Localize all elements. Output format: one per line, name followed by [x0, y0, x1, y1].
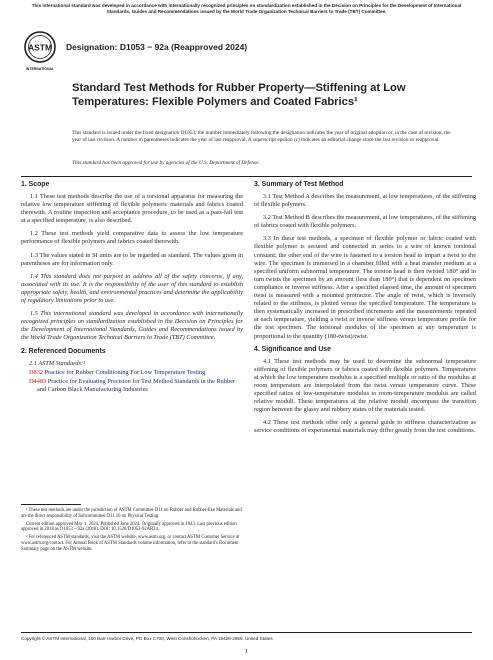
- logo-sublabel: INTERNATIONAL: [25, 67, 55, 71]
- footer-rule: [21, 632, 472, 633]
- scope-heading: 1. Scope: [21, 181, 50, 188]
- significance-heading: 4. Significance and Use: [254, 345, 331, 353]
- footnote-1: ¹ These test methods are under the jurisdiction of ASTM Committee D11 on Rubber and Rubber-like Materials and are the direct responsibility of Subcommittee D11.10 on Physical Testing.: [21, 508, 242, 519]
- para-4-2: 4.2 These test methods offer only a general guide to stiffness characterization as service conditions of experimental materials may differ greatly from the test conditions.: [254, 419, 476, 435]
- reference-link[interactable]: [29, 378, 243, 394]
- left-column: [21, 181, 243, 398]
- footnote-1-edition: Current edition approved May 1, 2024. Published June 2024. Originally approved in 1943. Last previous edition approved in 2018 as D1053 – 92a (2018). DOI: 10.1520/D1053-92AR24.: [21, 521, 237, 533]
- reference-code[interactable]: D4483: [29, 377, 47, 385]
- para-3-2: 3.2 Test Method B describes the measurement, at low temperatures, of the stiffening of fabrics coated with flexible polymers.: [254, 214, 476, 230]
- approval-note: This standard has been approved for use by agencies of the U.S. Department of Defense.: [72, 160, 260, 166]
- referenced-documents-heading: 2. Referenced Documents: [21, 347, 106, 355]
- reference-code[interactable]: D832: [29, 368, 43, 376]
- copyright-line: Copyright © ASTM International, 100 Barr Harbor Drive, PO Box C700, West Conshohocken, PA 19428-2959. United States: [21, 636, 273, 641]
- reference-text[interactable]: Practice for Evaluating Precision for Test Method Standards in the Rubber and Carbon Black Manufacturing Industries: [37, 377, 235, 393]
- reference-list: [21, 360, 243, 394]
- astm-logo: [22, 30, 58, 74]
- footnote-rule: [21, 504, 81, 505]
- header-rule: [21, 176, 472, 177]
- para-1-4: 1.4 This standard does not purport to address all of the safety concerns, if any, associated with its use. It is the responsibility of the user of this standard to establish appropriate safety, health, and environmental practices and determine the applicability of regulatory limitations prior to use.: [21, 272, 243, 305]
- logo-label: ASTM: [27, 42, 53, 53]
- notice-banner: This international standard was developed in accordance with internationally recognized principles on standardization established in the Decision on Principles for the Development of International Standards, Guides and Recommendations issued by the World Trade Organization Technical Barriers to Trade (TBT) Committee.: [31, 3, 462, 14]
- para-1-2: 1.2 These test methods yield comparative data to assess the low temperature performance of flexible polymers and fabrics coated therewith.: [21, 230, 243, 246]
- reference-link[interactable]: [29, 369, 243, 377]
- para-3-3: 3.3 In these test methods, a specimen of flexible polymer or fabric coated with flexible polymer is secured and connected in series to a wire of known torsional constant; the other end of the wire is fastened to a torsion head to impart a twist to the wire. The specimen is immersed in a chamber filled with a heat transfer medium at a specified uniform subnormal temperature. The torsion head is then twisted 180° and in turn twists the specimen by an amount (less than 180°) that is dependent on specimen compliance or inverse stiffness. After a specified elapsed time, the amount of specimen twist is measured with a mounted protractor. The angle of twist, which is inversely related to the stiffness, is plotted versus the specified temperature. The temperature is then systematically increased in prescribed increments and the measurements repeated at each temperature, yielding a twist or inverse stiffness versus temperature profile for the test specimen. The torsional modulus of the specimen at any temperature is proportional to the quantity (180-twist)/twist.: [254, 235, 476, 340]
- para-1-3: 1.3 The values stated in SI units are to be regarded as standard. The values given in parentheses are for information only.: [21, 251, 243, 267]
- right-column: [254, 181, 476, 440]
- para-3-1: 3.1 Test Method A describes the measurement, at low temperatures, of the stiffening of flexible polymers.: [254, 193, 476, 209]
- document-title: Standard Test Methods for Rubber Property—Stiffening at Low Temperatures: Flexible Polymers and Coated Fabrics¹: [72, 82, 406, 108]
- reference-text[interactable]: Practice for Rubber Conditioning For Low Temperature Testing: [44, 368, 206, 376]
- para-1-1: 1.1 These test methods describe the use of a torsional apparatus for measuring the relative low temperature stiffening of flexible polymeric materials and fabrics coated therewith. A routine inspection and acceptance procedure, to be used as a pass-fail test at a specified temperature, is also described.: [21, 193, 243, 225]
- designation: Designation: D1053 − 92a (Reapproved 2024): [66, 42, 248, 52]
- para-4-1: 4.1 These test methods may be used to determine the subnormal temperature stiffening of flexible polymers or fabrics coated with flexible polymers. Temperatures at which the low temperature modulus is a specified multiple or ratio of the modulus at room temperature are interpolated from the twist versus temperature curve. These specified ratios of low-temperature modulus to room-temperature modulus are called relative moduli. These temperatures at the relative moduli encompass the transition region between the glassy and rubbery states of the materials tested.: [254, 357, 476, 414]
- para-1-5: 1.5 This international standard was developed in accordance with internationally recognized principles on standardization established in the Decision on Principles for the Development of International Standards, Guides and Recommendations issued by the World Trade Organization Technical Barriers to Trade (TBT) Committee.: [21, 310, 243, 342]
- scope-note: This standard is issued under the fixed designation D1053; the number immediately following the designation indicates the year of original adoption or, in the case of revision, the year of last revision. A number in parentheses indicates the year of last reapproval. A superscript epsilon (ε) indicates an editorial change since the last revision or reapproval.: [72, 130, 451, 143]
- page-number: 1: [244, 648, 249, 655]
- summary-heading: 3. Summary of Test Method: [254, 181, 344, 188]
- astm-standards-lead: 2.1 ASTM Standards:²: [29, 359, 85, 367]
- footnote-2: ² For referenced ASTM standards, visit the ASTM website, www.astm.org, or contact ASTM Customer Service at www.astm.org/contact. For Annual Book of ASTM Standards volume information, refer to the standard's Document Summary page on the ASTM website.: [21, 535, 240, 552]
- footnotes: [21, 504, 243, 555]
